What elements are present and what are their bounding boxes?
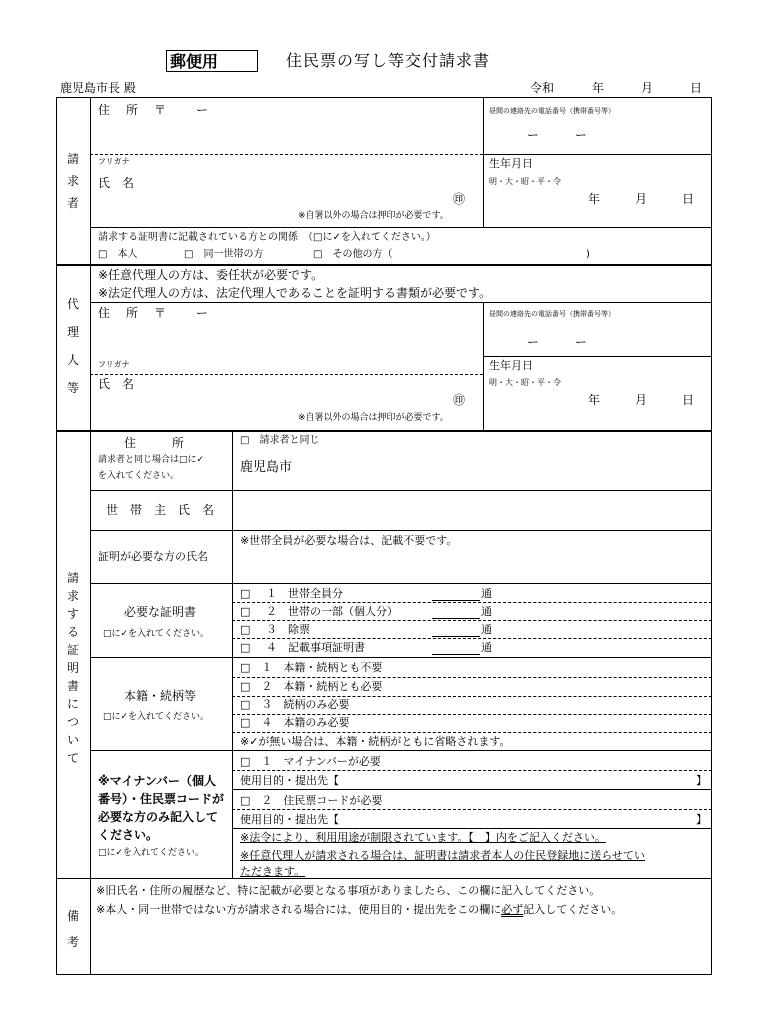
cert-sep-address: [90, 490, 712, 491]
mynumber-label-line: 番号）・住民票コードが: [98, 792, 225, 806]
requester-birth-year: 年: [588, 192, 601, 206]
agent-label-2: 人: [66, 353, 79, 367]
relation-other-checkbox[interactable]: □ その他の方（: [313, 249, 393, 260]
section-sep-cert: [56, 430, 712, 432]
householder-label: 世 帯 主 氏 名: [106, 503, 215, 517]
mynumber-purpose-label: 使用目的・提出先【: [240, 774, 339, 787]
needed-sep-3: [232, 638, 712, 639]
requester-birth-label: 生年月日: [489, 157, 533, 170]
requester-relation-label: 請求する証明書に記載されている方との関係 （□に✓を入れてください。）: [98, 232, 436, 243]
cert-label-3: る: [66, 625, 79, 639]
honseki-sep-3: [232, 714, 712, 715]
needed-item-label: ４ 記載事項証明書: [266, 641, 365, 654]
agent-phone-label: 昼間の連絡先の電話番号（携帯番号等）: [489, 310, 615, 318]
requester-era-options: 明・大・昭・平・令: [489, 177, 561, 186]
rescode-checkbox[interactable]: □ ２ 住民票コードが必要: [240, 794, 383, 807]
needed-item-count-line: [432, 600, 480, 601]
agent-label-0: 代: [66, 297, 79, 311]
needed-item-label: １ 世帯全員分: [266, 587, 343, 600]
honseki-option[interactable]: □ １ 本籍・続柄とも不要: [240, 661, 383, 674]
cert-city: 鹿児島市: [240, 460, 293, 475]
mynumber-sep-3: [232, 809, 712, 810]
section-sep-agent: [56, 264, 712, 266]
honseki-option[interactable]: □ ４ 本籍のみ必要: [240, 716, 350, 729]
addressee: 鹿児島市長 殿: [60, 81, 136, 95]
agent-delivery-note-1: ※任意代理人が請求される場合は、証明書は請求者本人の住民登録地に送らせてい: [240, 849, 645, 862]
requester-birth-day: 日: [682, 192, 695, 206]
mynumber-purpose-close: 】: [696, 774, 707, 787]
person-note: ※世帯全員が必要な場合は、記載不要です。: [240, 534, 458, 547]
agent-seal-note: ※自署以外の場合は押印が必要です。: [298, 413, 449, 423]
needed-item-unit: 通: [481, 623, 492, 636]
honseki-label: 本籍・続柄等: [124, 689, 197, 703]
cert-sep-person: [90, 583, 712, 584]
honseki-sep-2: [232, 696, 712, 697]
agent-note-2: ※法定代理人の方は、法定代理人であることを証明する書類が必要です。: [98, 286, 492, 300]
remarks-line-2b: 必ず: [501, 903, 524, 916]
postal-tag: 郵便用: [170, 52, 219, 71]
mynumber-sep-2: [232, 789, 712, 790]
label-column-divider: [90, 97, 91, 975]
needed-item-label: ３ 除票: [266, 623, 310, 636]
agent-seal: ㊞: [453, 393, 466, 407]
needed-item-unit: 通: [481, 587, 492, 600]
cert-label-5: 明: [66, 661, 79, 675]
requester-relation-sep: [90, 227, 712, 228]
honseki-option[interactable]: □ ３ 続柄のみ必要: [240, 698, 350, 711]
cert-sep-householder: [90, 530, 712, 531]
needed-label: 必要な証明書: [124, 605, 197, 619]
agent-row-sep: [483, 356, 712, 357]
cert-address-hint-1: 請求者と同じ場合は□に✓: [98, 455, 205, 465]
requester-birth-month: 月: [635, 192, 648, 206]
cert-address-label: 住 所: [124, 436, 185, 450]
cert-label-2: す: [66, 607, 79, 621]
remarks-label-1: 考: [66, 935, 79, 949]
rescode-purpose-close: 】: [696, 813, 707, 826]
agent-delivery-note-2: ただきます。: [240, 865, 306, 878]
remarks-line-2a: ※本人・同一世帯ではない方が請求される場合には、使用目的・提出先をこの欄に: [96, 903, 502, 916]
remarks-line-2: [96, 904, 622, 915]
mynumber-label-line: 必要な方のみ記入して: [98, 810, 219, 824]
requester-col-divider: [483, 97, 484, 227]
needed-item-unit: 通: [481, 641, 492, 654]
law-note: ※法令により、利用用途が制限されています。【 】内をご記入ください。: [240, 831, 606, 844]
cert-address-hint-2: を入れてください。: [98, 471, 180, 481]
needed-item-label: ２ 世帯の一部（個人分）: [266, 605, 398, 618]
agent-birth-label: 生年月日: [489, 359, 533, 372]
agent-label-3: 等: [66, 381, 79, 395]
needed-sep-1: [232, 602, 712, 603]
cert-sep-needed: [90, 657, 712, 658]
requester-row-sep: [483, 154, 712, 155]
mynumber-label-line: ※マイナンバー（個人: [98, 774, 216, 788]
cert-sep-honseki: [90, 750, 712, 751]
honseki-sep-1: [232, 677, 712, 678]
mynumber-sep-1: [232, 770, 712, 771]
needed-item-box[interactable]: □: [240, 641, 251, 654]
remarks-line-2c: 記入してください。: [523, 903, 623, 916]
cert-label-6: 書: [66, 679, 79, 693]
date-month: 月: [641, 81, 654, 95]
relation-self-checkbox[interactable]: □ 本人: [98, 249, 138, 260]
requester-furigana-line: [90, 154, 483, 155]
cert-label-1: 求: [66, 589, 79, 603]
postal-tag-box: [166, 50, 258, 72]
needed-item-count-line: [432, 618, 480, 619]
requester-label-0: 請: [66, 152, 79, 166]
agent-name-label: 氏 名: [98, 377, 135, 391]
date-era: 令和: [530, 81, 555, 95]
mynumber-sep-4: [232, 828, 712, 829]
needed-item-unit: 通: [481, 605, 492, 618]
cert-label-7: に: [66, 697, 79, 711]
honseki-sep-4: [232, 732, 712, 733]
cert-label-0: 請: [66, 571, 79, 585]
section-sep-remarks: [56, 878, 712, 879]
cert-label-4: 証: [66, 643, 79, 657]
requester-phone-dashes: ー ー: [527, 128, 588, 142]
date-day: 日: [690, 81, 703, 95]
cert-col-divider: [232, 430, 233, 878]
agent-furigana-line: [90, 374, 483, 375]
needed-hint: □に✓を入れてください。: [103, 629, 210, 639]
honseki-hint: □に✓を入れてください。: [103, 712, 210, 722]
person-label: 証明が必要な方の氏名: [98, 550, 208, 563]
needed-item-box[interactable]: □: [240, 605, 251, 618]
needed-item-count-line: [432, 654, 480, 655]
agent-address-label: 住 所 〒 ー: [98, 306, 211, 320]
needed-item-box[interactable]: □: [240, 623, 251, 636]
remarks-line-1: ※旧氏名・住所の履歴など、特に記載が必要となる事項がありましたら、この欄に記入してください。: [96, 884, 601, 897]
mynumber-hint: □に✓を入れてください。: [98, 848, 205, 858]
requester-furigana-label: フリガナ: [98, 157, 130, 166]
requester-phone-label: 昼間の連絡先の電話番号（携帯番号等）: [489, 107, 615, 115]
cert-label-9: い: [66, 733, 79, 747]
agent-col-divider: [483, 302, 484, 430]
same-as-requester-checkbox[interactable]: □ 請求者と同じ: [240, 435, 320, 446]
needed-item-count-line: [432, 636, 480, 637]
agent-phone-dashes: ー ー: [527, 335, 588, 349]
requester-seal-note: ※自署以外の場合は押印が必要です。: [298, 211, 449, 221]
relation-household-checkbox[interactable]: □ 同一世帯の方: [184, 249, 264, 260]
requester-name-label: 氏 名: [98, 176, 135, 190]
mynumber-label-line: ください。: [98, 828, 159, 842]
agent-birth-month: 月: [635, 393, 648, 407]
needed-item-box[interactable]: □: [240, 587, 251, 600]
agent-note-sep: [90, 302, 712, 303]
agent-label-1: 理: [66, 325, 79, 339]
date-year: 年: [592, 81, 605, 95]
page-title: 住民票の写し等交付請求書: [286, 51, 491, 70]
agent-birth-year: 年: [588, 393, 601, 407]
agent-birth-day: 日: [682, 393, 695, 407]
relation-other-close: ): [586, 249, 590, 260]
requester-label-1: 求: [66, 174, 79, 188]
requester-seal: ㊞: [453, 192, 466, 206]
agent-furigana-label: フリガナ: [98, 360, 130, 369]
agent-note-1: ※任意代理人の方は、委任状が必要です。: [98, 268, 324, 282]
agent-era-options: 明・大・昭・平・令: [489, 378, 561, 387]
honseki-note: ※✓が無い場合は、本籍・続柄がともに省略されます。: [240, 735, 511, 748]
remarks-label-0: 備: [66, 909, 79, 923]
cert-label-8: つ: [66, 715, 79, 729]
requester-label-2: 者: [66, 196, 79, 210]
rescode-purpose-label: 使用目的・提出先【: [240, 813, 339, 826]
requester-address-label: 住 所 〒 ー: [98, 103, 211, 117]
honseki-option[interactable]: □ ２ 本籍・続柄とも必要: [240, 680, 383, 693]
mynumber-checkbox[interactable]: □ １ マイナンバーが必要: [240, 755, 381, 768]
needed-sep-2: [232, 620, 712, 621]
cert-label-10: て: [66, 751, 79, 765]
